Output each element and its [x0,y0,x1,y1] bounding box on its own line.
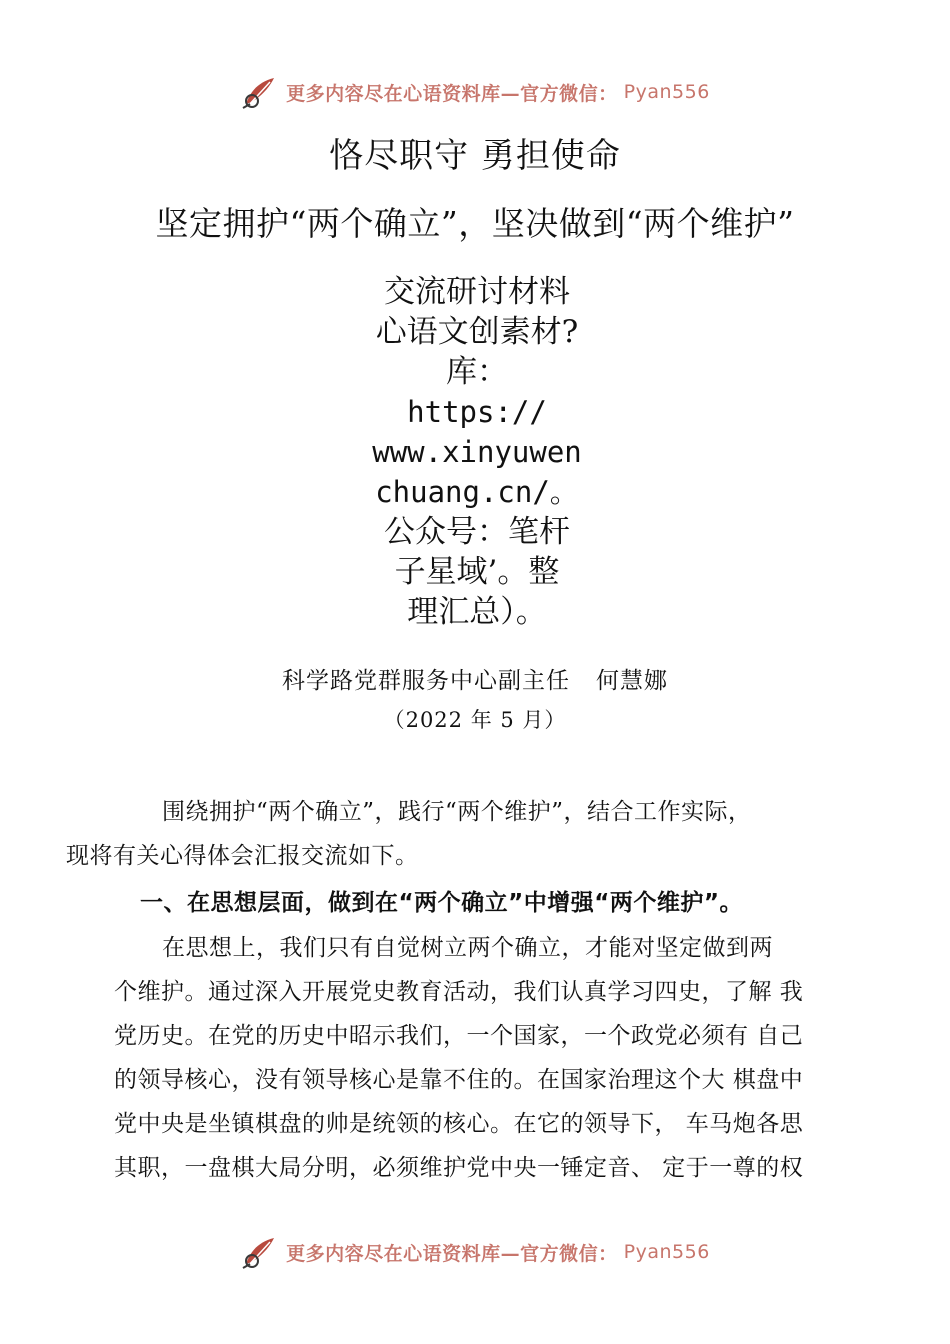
feather-pen-logo-icon [240,1234,280,1270]
subtitle-line: 子星域’。整 [394,554,560,590]
document-subtitle-block [372,272,582,632]
watermark-wechat-id: Pyan556 [623,1241,710,1263]
subtitle-line: 公众号：笔杆 [384,514,570,550]
subtitle-line: 库： [446,354,508,390]
author-name: 何慧娜 [596,668,668,694]
watermark-wechat-id: Pyan556 [623,81,710,103]
feather-pen-logo-icon [240,74,280,110]
paragraph-line: 党中央是坐镇棋盘的帅是统领的核心。在它的领导下， 车马炮各思 [114,1111,804,1137]
watermark-banner-top [0,72,950,112]
subtitle-url-line: chuang.cn/。 [375,475,579,509]
subtitle-url-line: https:// [407,395,547,429]
watermark-text: 更多内容尽在心语资料库—官方微信： [286,82,618,105]
paragraph-line: 党历史。在党的历史中昭示我们，一个国家，一个政党必须有 自己 [114,1023,804,1049]
intro-line: 现将有关心得体会汇报交流如下。 [66,843,419,869]
document-date: （2022 年 5 月） [383,708,567,732]
subtitle-line: 理汇总）。 [407,594,547,630]
paragraph-line: 个维护。通过深入开展党史教育活动，我们认真学习四史，了解 我 [114,979,804,1005]
author-role: 科学路党群服务中心副主任 [282,668,570,694]
intro-line: 围绕拥护“两个确立”，践行“两个维护”，结合工作实际， [162,799,752,825]
watermark-banner-bottom [0,1232,950,1272]
intro-paragraph [66,790,840,878]
subtitle-line: 交流研讨材料 [384,274,570,310]
watermark-text: 更多内容尽在心语资料库—官方微信： [286,1242,618,1265]
document-subtitle: 坚定拥护“两个确立”，坚决做到“两个维护” [155,204,795,243]
document-title: 恪尽职守 勇担使命 [329,136,621,176]
paragraph-line: 在思想上，我们只有自觉树立两个确立，才能对坚定做到两 [162,935,773,961]
section-body-paragraph [114,926,840,1190]
paragraph-line: 其职，一盘棋大局分明，必须维护党中央一锤定音、 定于一尊的权 [114,1155,804,1181]
section-heading: 一、在思想层面，做到在“两个确立”中增强“两个维护”。 [140,890,743,916]
author-line [0,662,950,695]
subtitle-url-line: www.xinyuwen [372,435,582,469]
subtitle-line: 心语文创素材? [375,314,579,350]
paragraph-line: 的领导核心，没有领导核心是靠不住的。在国家治理这个大 棋盘中 [114,1067,804,1093]
